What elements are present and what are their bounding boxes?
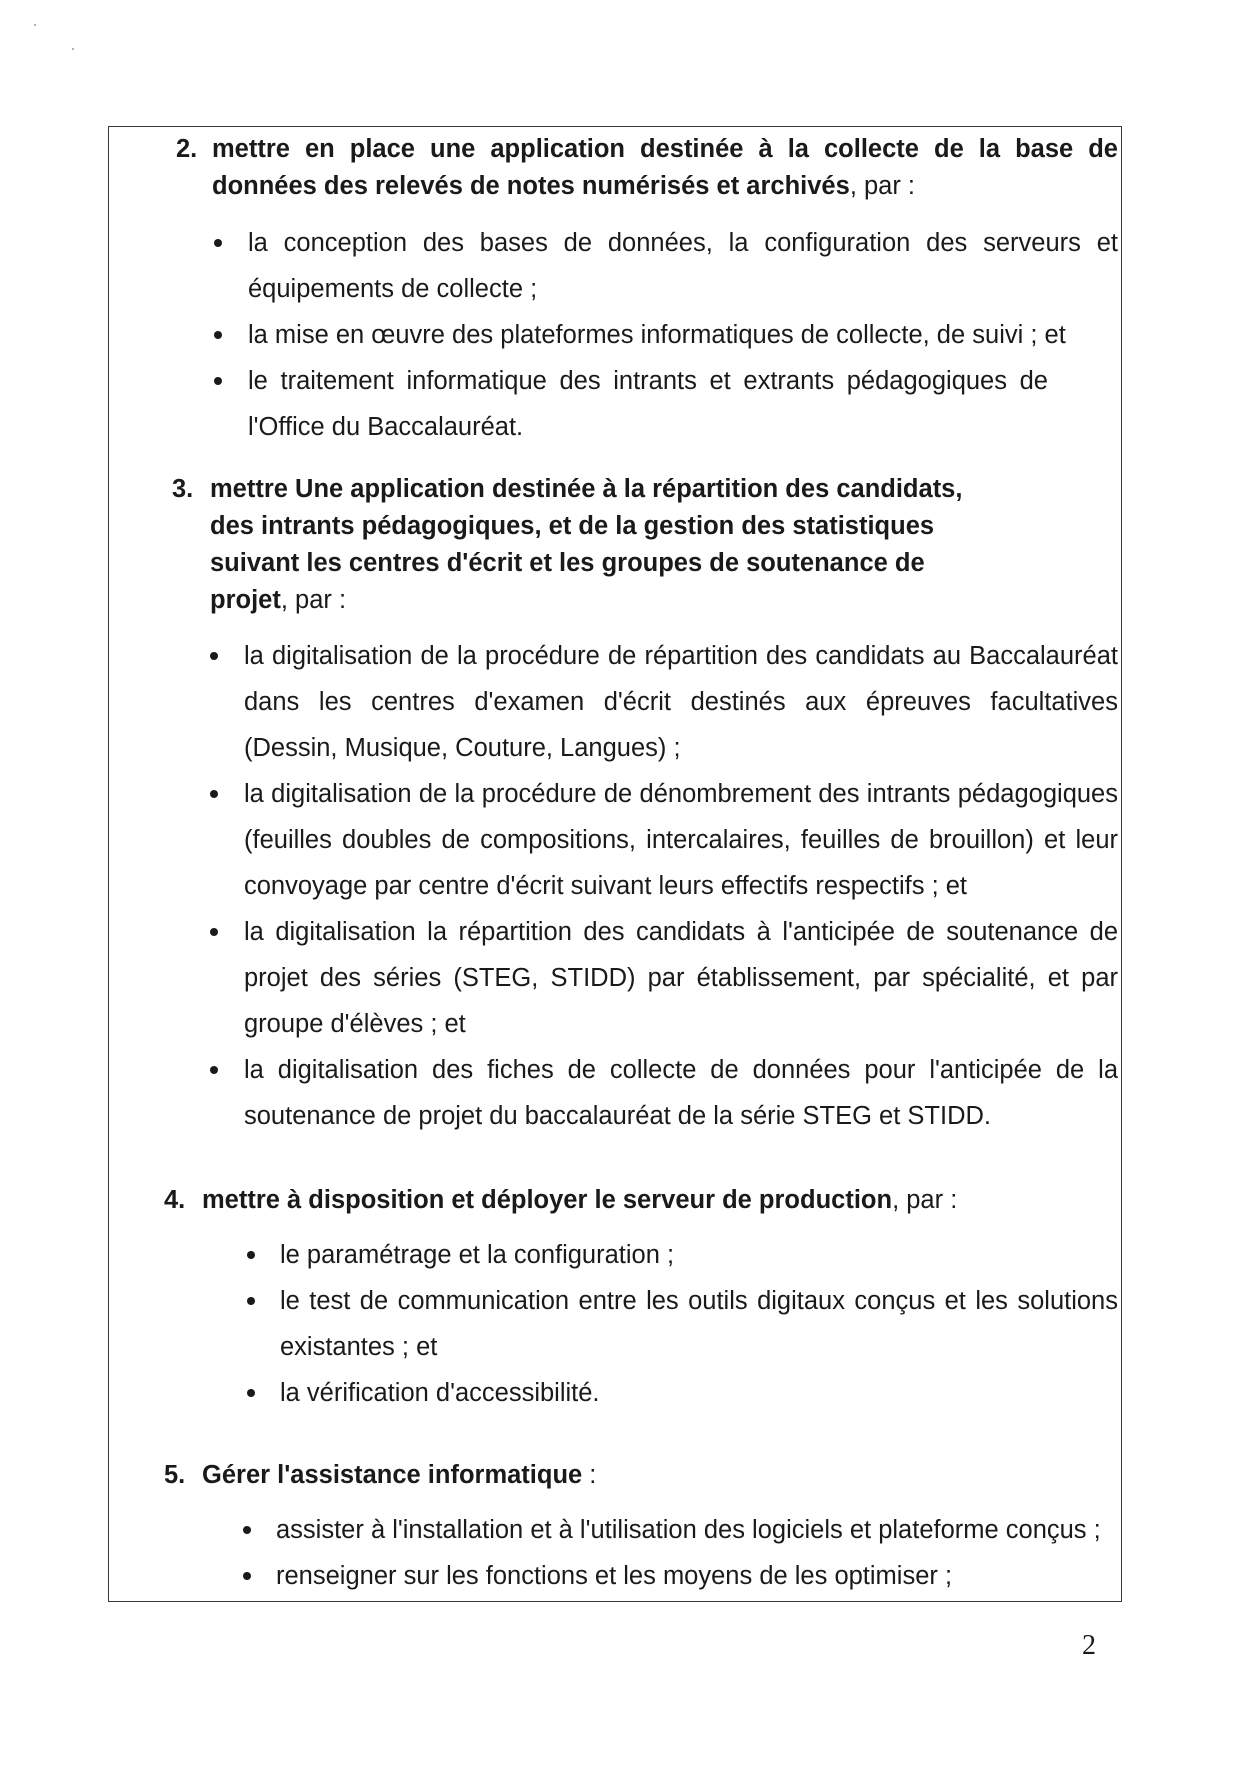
- section-items: [244, 633, 1118, 1139]
- section-title: [202, 1457, 1118, 1494]
- section-title-bold: mettre en place une application destinée à la collecte de la base de données des relevés de notes numérisés et archivés: [212, 135, 1118, 200]
- scan-specks: [28, 18, 88, 68]
- section-number: 5.: [164, 1461, 186, 1489]
- list-item-text: la digitalisation des fiches de collecte de données pour l'anticipée de la soutenance de projet du baccalauréat de la série STEG et STIDD.: [244, 1056, 1118, 1130]
- bullet-icon: [210, 652, 218, 660]
- list-item-text: la digitalisation la répartition des candidats à l'anticipée de soutenance de projet des séries (STEG, STIDD) par établissement, par spécialité, et par groupe d'élèves ; et: [244, 918, 1118, 1038]
- list-item: [244, 1047, 1118, 1139]
- list-item: [280, 1232, 1118, 1278]
- list-item-text: le paramétrage et la configuration ;: [280, 1241, 675, 1269]
- list-item: [244, 633, 1118, 771]
- section-heading: [176, 131, 1118, 205]
- list-item-text: la vérification d'accessibilité.: [280, 1379, 600, 1407]
- section-heading: [164, 1457, 1118, 1494]
- bullet-icon: [214, 377, 222, 385]
- list-item-text: la digitalisation de la procédure de répartition des candidats au Baccalauréat dans les centres d'examen d'écrit destinés aux épreuves facultatives (Dessin, Musique, Couture, Langues) ;: [244, 642, 1118, 762]
- section-title-bold: mettre Une application destinée à la répartition des candidats, des intrants pédagogiques, et de la gestion des statistiques suivant les centres d'écrit et les groupes de soutenance de projet: [210, 475, 963, 614]
- list-item: [248, 312, 1118, 358]
- section-title-suffix: , par :: [892, 1186, 958, 1214]
- bullet-icon: [243, 1526, 251, 1534]
- section-title: [212, 131, 1118, 205]
- bullet-icon: [214, 239, 222, 247]
- section-2: [176, 131, 1118, 450]
- bullet-icon: [210, 790, 218, 798]
- list-item-text: la mise en œuvre des plateformes informatiques de collecte, de suivi ; et: [248, 321, 1066, 349]
- bullet-icon: [247, 1297, 255, 1305]
- section-number: 2.: [176, 135, 198, 163]
- bullet-icon: [247, 1251, 255, 1259]
- list-item: [244, 909, 1118, 1047]
- section-items: [280, 1232, 1118, 1416]
- list-item: [276, 1507, 1118, 1553]
- section-title-suffix: :: [582, 1461, 597, 1489]
- section-title-bold: mettre à disposition et déployer le serveur de production: [202, 1186, 893, 1214]
- list-item-text: renseigner sur les fonctions et les moyens de les optimiser ;: [276, 1562, 953, 1590]
- section-number: 3.: [172, 475, 194, 503]
- list-item-text: le test de communication entre les outils digitaux conçus et les solutions existantes ; et: [280, 1287, 1118, 1361]
- section-title-bold: Gérer l'assistance informatique: [202, 1461, 583, 1489]
- bullet-icon: [243, 1572, 251, 1580]
- list-item: [280, 1370, 1118, 1416]
- bullet-icon: [210, 1066, 218, 1074]
- section-title-suffix: , par :: [280, 586, 347, 614]
- section-title: [202, 1182, 1118, 1219]
- bullet-icon: [214, 331, 222, 339]
- list-item: [280, 1278, 1118, 1370]
- list-item-text: le traitement informatique des intrants et extrants pédagogiques de l'Office du Baccalauréat.: [248, 367, 1048, 441]
- section-heading: [172, 471, 1118, 619]
- list-item-text: la digitalisation de la procédure de dénombrement des intrants pédagogiques (feuilles doubles de compositions, intercalaires, feuilles de brouillon) et leur convoyage par centre d'écrit suivant leurs effectifs respectifs ; et: [244, 780, 1118, 900]
- list-item: [276, 1553, 1118, 1599]
- list-item-text: assister à l'installation et à l'utilisation des logiciels et plateforme conçus ;: [276, 1516, 1101, 1544]
- section-items: [276, 1507, 1118, 1599]
- list-item: [244, 771, 1118, 909]
- section-3: [172, 471, 1118, 1139]
- bullet-icon: [210, 928, 218, 936]
- section-items: [248, 220, 1118, 450]
- list-item-text: la conception des bases de données, la configuration des serveurs et équipements de collecte ;: [248, 229, 1118, 303]
- bullet-icon: [247, 1389, 255, 1397]
- section-title: [210, 471, 1008, 619]
- section-5: [164, 1457, 1118, 1599]
- section-heading: [164, 1182, 1118, 1219]
- section-4: [164, 1182, 1118, 1416]
- list-item: [248, 220, 1118, 312]
- section-title-suffix: , par :: [849, 172, 916, 200]
- section-number: 4.: [164, 1186, 186, 1214]
- list-item: [248, 358, 1118, 450]
- page-number: 2: [1082, 1630, 1096, 1661]
